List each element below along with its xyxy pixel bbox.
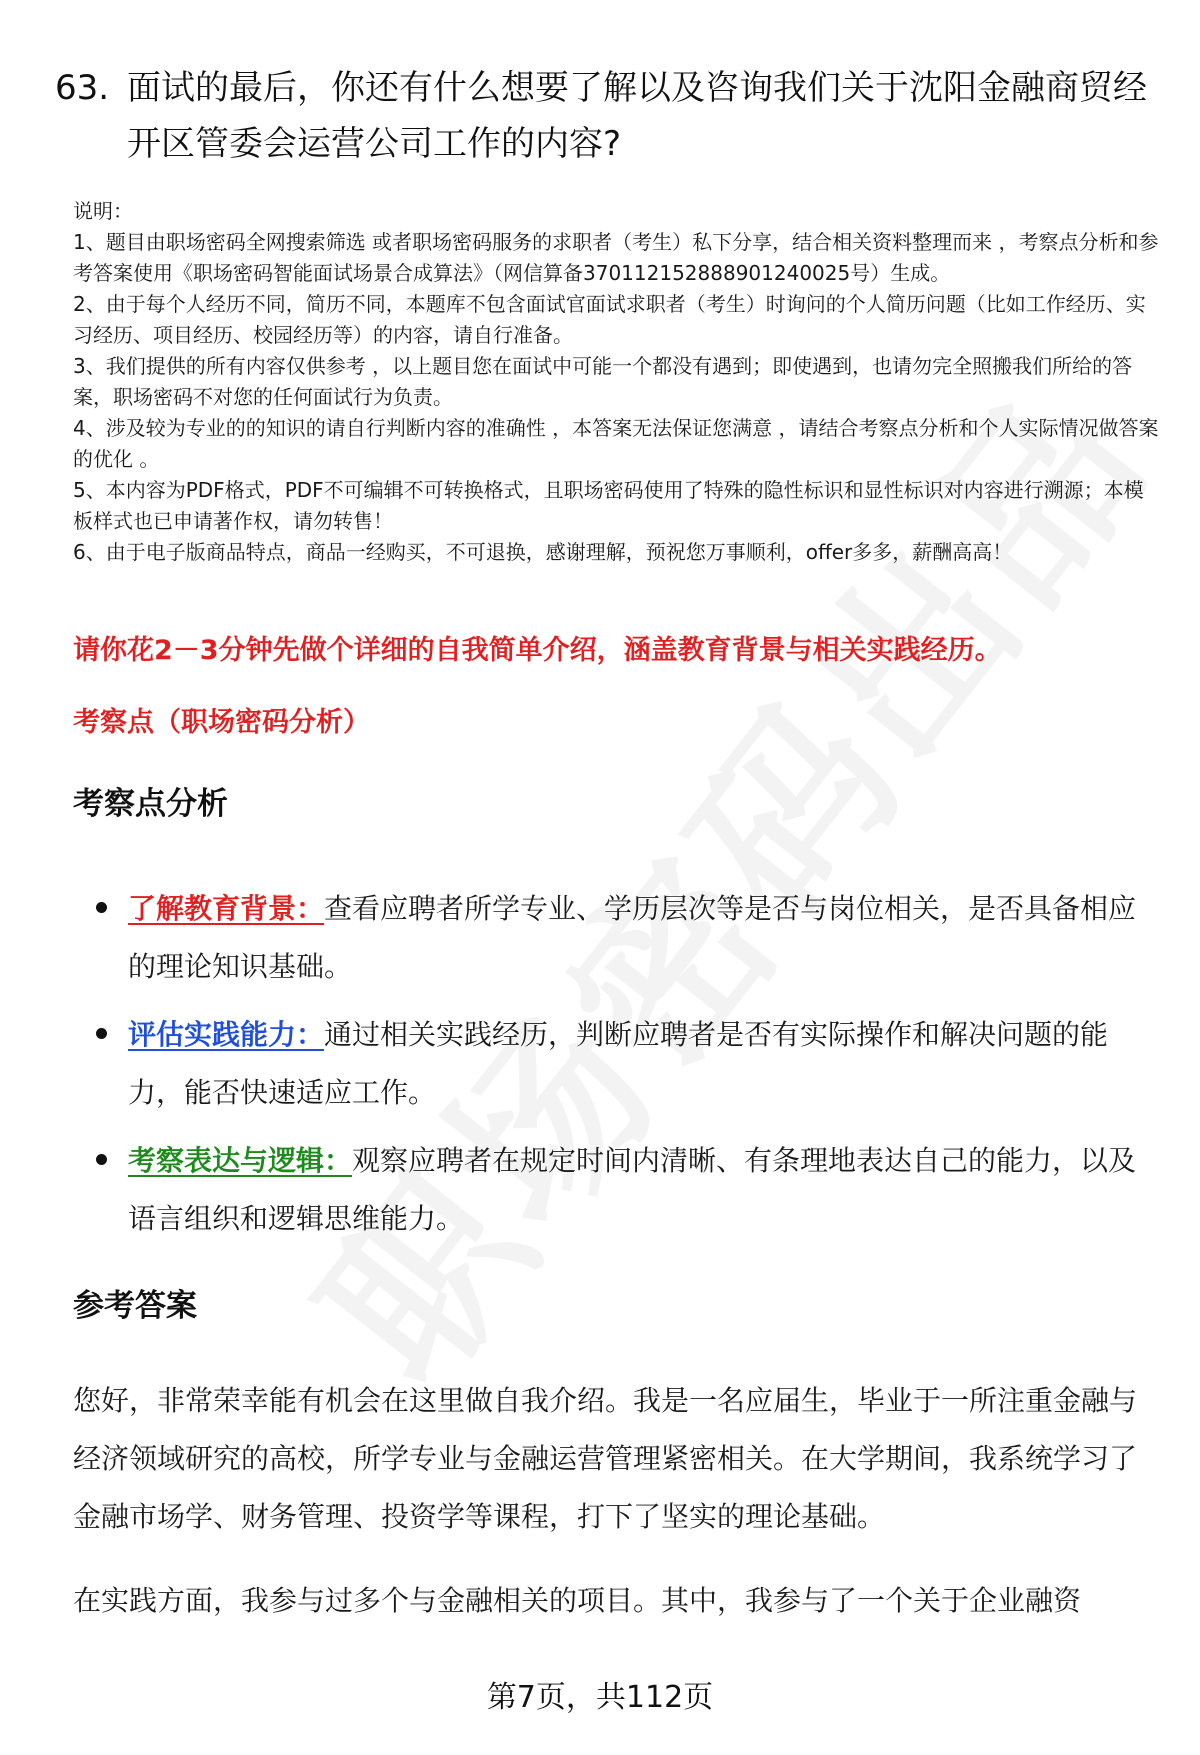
question-title <box>55 60 1155 172</box>
notes-block <box>73 196 1163 568</box>
answer-heading: 参考答案 <box>73 1288 197 1324</box>
answer-paragraph: 您好，非常荣幸能有机会在这里做自我介绍。我是一名应届生，毕业于一所注重金融与经济领域研究的高校，所学专业与金融运营管理紧密相关。在大学期间，我系统学习了金融市场学、财务管理、投资学等课程，打下了坚实的理论基础。 <box>73 1384 1138 1533</box>
question-number: 63. <box>55 68 110 108</box>
page-footer: 第7页，共112页 <box>486 1680 714 1715</box>
analysis-text: 观察应聘者在规定时间内清晰、有条理地表达自己的能力，以及语言组织和逻辑思维能力。 <box>128 1144 1137 1235</box>
analysis-heading: 考察点分析 <box>73 786 228 822</box>
notes-item: 1、题目由职场密码全网搜索筛选 或者职场密码服务的求职者（考生）私下分享，结合相关资料整理而来 ，考察点分析和参考答案使用《职场密码智能面试场景合成算法》（网信算备370112152888901240025号）生成。 <box>73 230 1159 285</box>
analysis-keyword: 评估实践能力： <box>128 1018 325 1051</box>
analysis-item <box>96 880 1156 996</box>
analysis-keyword: 了解教育背景： <box>128 892 325 925</box>
analysis-list <box>96 880 1156 1258</box>
question-text: 面试的最后，你还有什么想要了解以及咨询我们关于沈阳金融商贸经开区管委会运营公司工作的内容? <box>127 68 1147 164</box>
analysis-item <box>96 1132 1156 1248</box>
notes-item: 5、本内容为PDF格式，PDF不可编辑不可转换格式，且职场密码使用了特殊的隐性标识和显性标识对内容进行溯源；本模板样式也已申请著作权，请勿转售！ <box>73 478 1144 533</box>
notes-item: 3、我们提供的所有内容仅供参考 ，以上题目您在面试中可能一个都没有遇到；即使遇到，也请勿完全照搬我们所给的答案，职场密码不对您的任何面试行为负责。 <box>73 354 1133 409</box>
analysis-text: 通过相关实践经历，判断应聘者是否有实际操作和解决问题的能力，能否快速适应工作。 <box>128 1018 1109 1109</box>
analysis-label: 考察点（职场密码分析） <box>73 707 370 738</box>
analysis-keyword: 考察表达与逻辑： <box>128 1144 353 1177</box>
bullet-dot <box>96 902 107 913</box>
notes-heading: 说明： <box>73 199 133 223</box>
bullet-dot <box>96 1154 107 1165</box>
analysis-text: 查看应聘者所学专业、学历层次等是否与岗位相关，是否具备相应的理论知识基础。 <box>128 892 1137 983</box>
answer-paragraph: 在实践方面，我参与过多个与金融相关的项目。其中，我参与了一个关于企业融资 <box>73 1584 1082 1617</box>
notes-item: 2、由于每个人经历不同，简历不同，本题库不包含面试官面试求职者（考生）时询问的个人简历问题（比如工作经历、实习经历、项目经历、校园经历等）的内容，请自行准备。 <box>73 292 1146 347</box>
notes-item: 6、由于电子版商品特点，商品一经购买，不可退换，感谢理解，预祝您万事顺利，offer多多，薪酬高高！ <box>73 540 1013 564</box>
sub-question: 请你花2－3分钟先做个详细的自我简单介绍，涵盖教育背景与相关实践经历。 <box>73 635 1002 666</box>
bullet-dot <box>96 1028 107 1039</box>
analysis-item <box>96 1006 1156 1122</box>
notes-item: 4、涉及较为专业的的知识的请自行判断内容的准确性 ，本答案无法保证您满意 ，请结合考察点分析和个人实际情况做答案的优化 。 <box>73 416 1159 471</box>
